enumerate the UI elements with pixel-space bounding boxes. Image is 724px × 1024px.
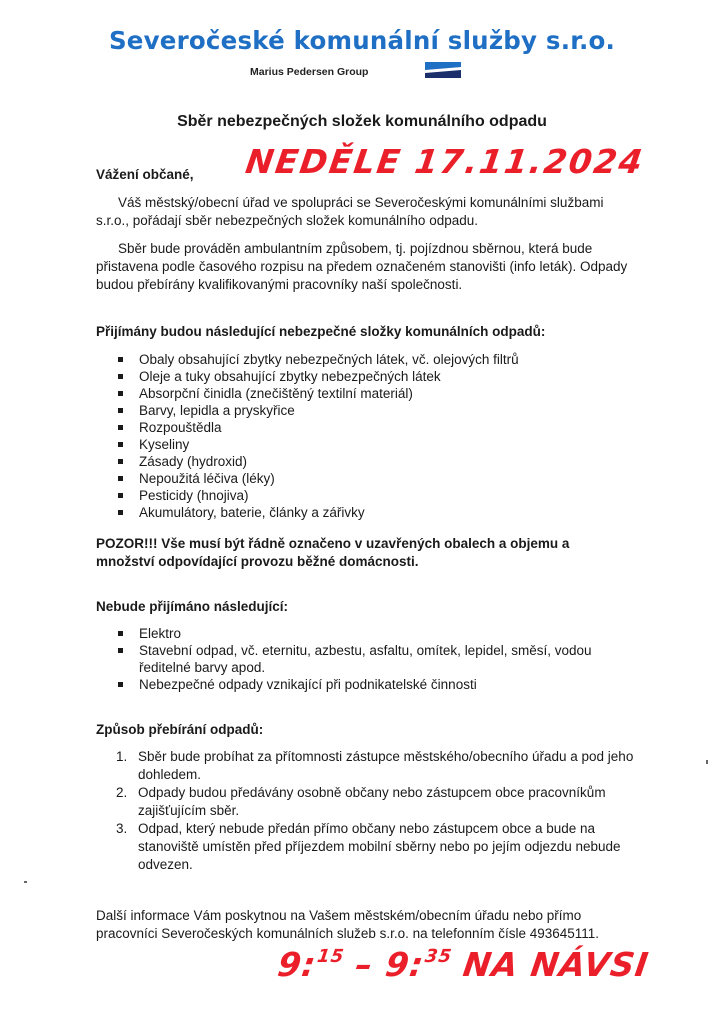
list-item: Nepoužitá léčiva (léky) [118,470,519,487]
company-name: Severočeské komunální služby s.r.o. [108,26,616,55]
method-heading: Způsob přebírání odpadů: [96,722,264,737]
scan-speck [24,881,27,883]
item-text: Odpad, který nebude předán přímo občany nebo zástupcem obce a bude na stanoviště umístěn před příjezdem mobilní sběrny nebo po jejím odjezdu nebude odvezen. [138,821,621,872]
rejected-list [118,625,618,693]
list-item: Akumulátory, baterie, články a zářivky [118,504,519,521]
list-item: Stavební odpad, vč. eternitu, azbestu, asfaltu, omítek, lepidel, směsí, vodou ředitelné barvy apod. [118,642,618,676]
list-item: Kyseliny [118,436,519,453]
document-title: Sběr nebezpečných složek komunálního odpadu [177,113,547,130]
group-name: Marius Pedersen Group [250,66,369,78]
accepted-list [118,351,519,521]
accepted-heading: Přijímány budou následující nebezpečné složky komunálních odpadů: [96,324,546,339]
time-end-min: 35 [423,946,454,967]
list-item: Zásady (hydroxid) [118,453,519,470]
method-list [116,748,636,874]
handwritten-time-place: 9:$^{15}$ – 9:$^{35}$ NA NÁVSI [275,945,652,984]
list-item: Pesticidy (hnojiva) [118,487,519,504]
item-number: 2. [116,785,128,800]
rejected-heading: Nebude přijímáno následující: [96,599,289,614]
item-text: Odpady budou předávány osobně občany nebo zástupcem obce pracovníkům zajišťujícím sběr. [138,785,606,818]
warning-text: POZOR!!! Vše musí být řádně označeno v uzavřených obalech a objemu a množství odpovídající provozu běžné domácnosti. [96,536,570,569]
intro-paragraph-2: Sběr bude prováděn ambulantním způsobem, tj. pojízdnou sběrnou, která bude přistavena podle časového rozpisu na předem označeném stanovišti (info leták). Odpady budou přebírány kvalifikovanými pracovníky naší společnosti. [96,241,628,292]
list-item [116,748,636,784]
intro-paragraph-1: Váš městský/obecní úřad ve spolupráci se Severočeskými komunálními službami s.r.o., pořádají sběr nebezpečných složek komunálního odpadu. [96,195,604,228]
list-item: Elektro [118,625,618,642]
list-item: Obaly obsahující zbytky nebezpečných látek, vč. olejových filtrů [118,351,519,368]
list-item: Absorpční činidla (znečištěný textilní materiál) [118,385,519,402]
company-logo [425,62,461,78]
list-item [116,784,636,820]
time-end-hour: 9 [382,945,413,984]
handwritten-date: NEDĚLE 17.11.2024 [243,142,647,181]
time-start-min: 15 [315,946,346,967]
list-item: Oleje a tuky obsahující zbytky nebezpečných látek [118,368,519,385]
item-number: 1. [116,749,128,764]
time-dash: – [352,945,376,984]
scan-speck [706,760,708,764]
greeting: Vážení občané, [96,167,194,182]
item-text: Sběr bude probíhat za přítomnosti zástupce městského/obecního úřadu a pod jeho dohledem. [138,749,634,782]
item-number: 3. [116,821,128,836]
footer-text: Další informace Vám poskytnou na Vašem městském/obecním úřadu nebo přímo pracovníci Severočeských komunálních služeb s.r.o. na telefonním čísle 493645111. [96,908,600,941]
list-item [116,820,636,874]
list-item: Rozpouštědla [118,419,519,436]
list-item: Barvy, lepidla a pryskyřice [118,402,519,419]
list-item: Nebezpečné odpady vznikající při podnikatelské činnosti [118,676,618,693]
place: NA NÁVSI [460,945,652,984]
time-start-hour: 9 [275,945,305,984]
